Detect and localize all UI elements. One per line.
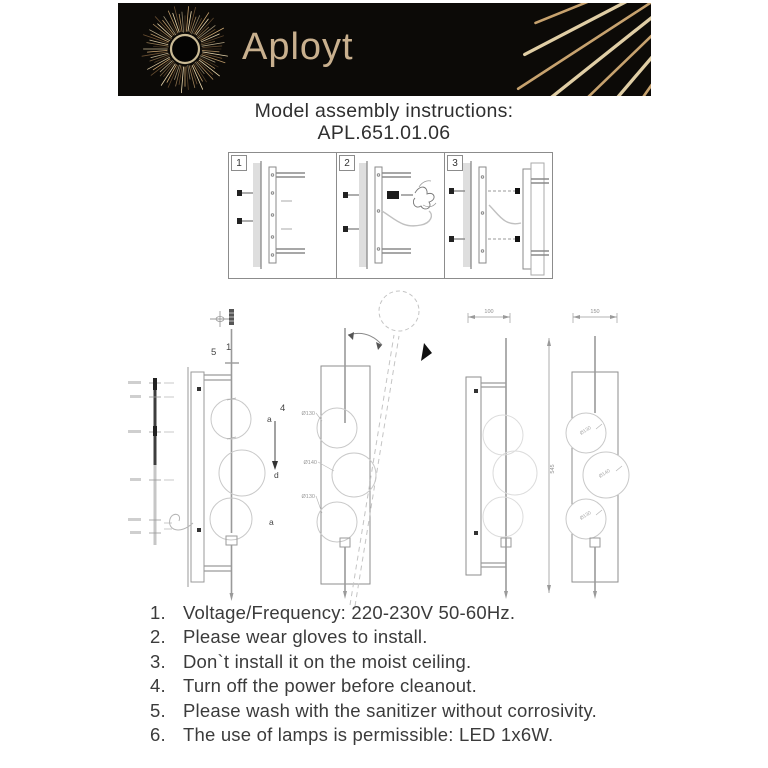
step-number: 3 <box>447 155 463 171</box>
item-number: 2. <box>150 626 166 648</box>
step-number: 2 <box>339 155 355 171</box>
step-1-sketch <box>229 153 336 278</box>
assembly-steps <box>228 152 553 279</box>
dim-globe-bottom: Ø130 <box>301 494 315 500</box>
part-label-1: 1 <box>226 342 232 353</box>
instruction-item <box>150 625 690 649</box>
step-2-sketch <box>337 153 444 278</box>
step-number: 1 <box>231 155 247 171</box>
item-text: Turn off the power before cleanout. <box>183 675 477 697</box>
technical-drawings <box>110 283 670 613</box>
instruction-item <box>150 699 690 723</box>
side-dimension-drawing <box>466 313 551 599</box>
exploded-assembly-drawing <box>170 309 278 601</box>
item-number: 5. <box>150 699 166 721</box>
instruction-item <box>150 650 690 674</box>
instruction-list <box>150 601 690 747</box>
front-dimension-drawing <box>566 313 629 599</box>
point-label-a-lower: a <box>269 517 274 527</box>
sunburst-logo-icon <box>142 7 228 93</box>
item-text: The use of lamps is permissible: LED 1x6W. <box>183 724 554 746</box>
instruction-item <box>150 674 690 698</box>
part-label-4: 4 <box>280 403 286 414</box>
instruction-item <box>150 723 690 747</box>
step-panel-3 <box>444 152 553 279</box>
dim-front-globe-mid: Ø140 <box>597 468 612 480</box>
item-text: Voltage/Frequency: 220-230V 50-60Hz. <box>183 602 516 623</box>
dim-front-globe-bottom: Ø130 <box>578 510 593 522</box>
swivel-adjustment-drawing <box>316 291 432 606</box>
title-block <box>0 101 768 144</box>
item-number: 1. <box>150 602 166 623</box>
dim-globe-top: Ø130 <box>301 411 315 417</box>
banner-decoration <box>118 3 651 96</box>
point-label-a-upper: a <box>267 414 272 424</box>
instruction-item <box>150 601 690 625</box>
item-text: Don`t install it on the moist ceiling. <box>183 650 472 672</box>
part-label-5: 5 <box>211 347 217 358</box>
step-panel-2 <box>336 152 445 279</box>
item-number: 3. <box>150 650 166 672</box>
item-text: Please wash with the sanitizer without corrosivity. <box>183 699 597 721</box>
dim-width: 150 <box>590 309 600 315</box>
item-text: Please wear gloves to install. <box>183 626 428 648</box>
model-number: APL.651.01.06 <box>317 121 451 144</box>
dim-depth: 100 <box>484 309 494 315</box>
brand-banner <box>118 3 651 96</box>
brand-name: Aployt <box>242 25 354 68</box>
step-panel-1 <box>228 152 337 279</box>
corner-rays-icon <box>516 3 651 96</box>
dim-height: 545 <box>550 464 556 474</box>
point-label-d: d <box>274 470 279 480</box>
item-number: 4. <box>150 675 166 697</box>
step-3-sketch <box>445 153 552 278</box>
dim-front-globe-top: Ø130 <box>578 425 593 437</box>
side-profile-drawing <box>128 378 174 545</box>
page-title: Model assembly instructions: <box>254 100 514 122</box>
dim-globe-mid: Ø140 <box>303 460 317 466</box>
item-number: 6. <box>150 724 166 746</box>
